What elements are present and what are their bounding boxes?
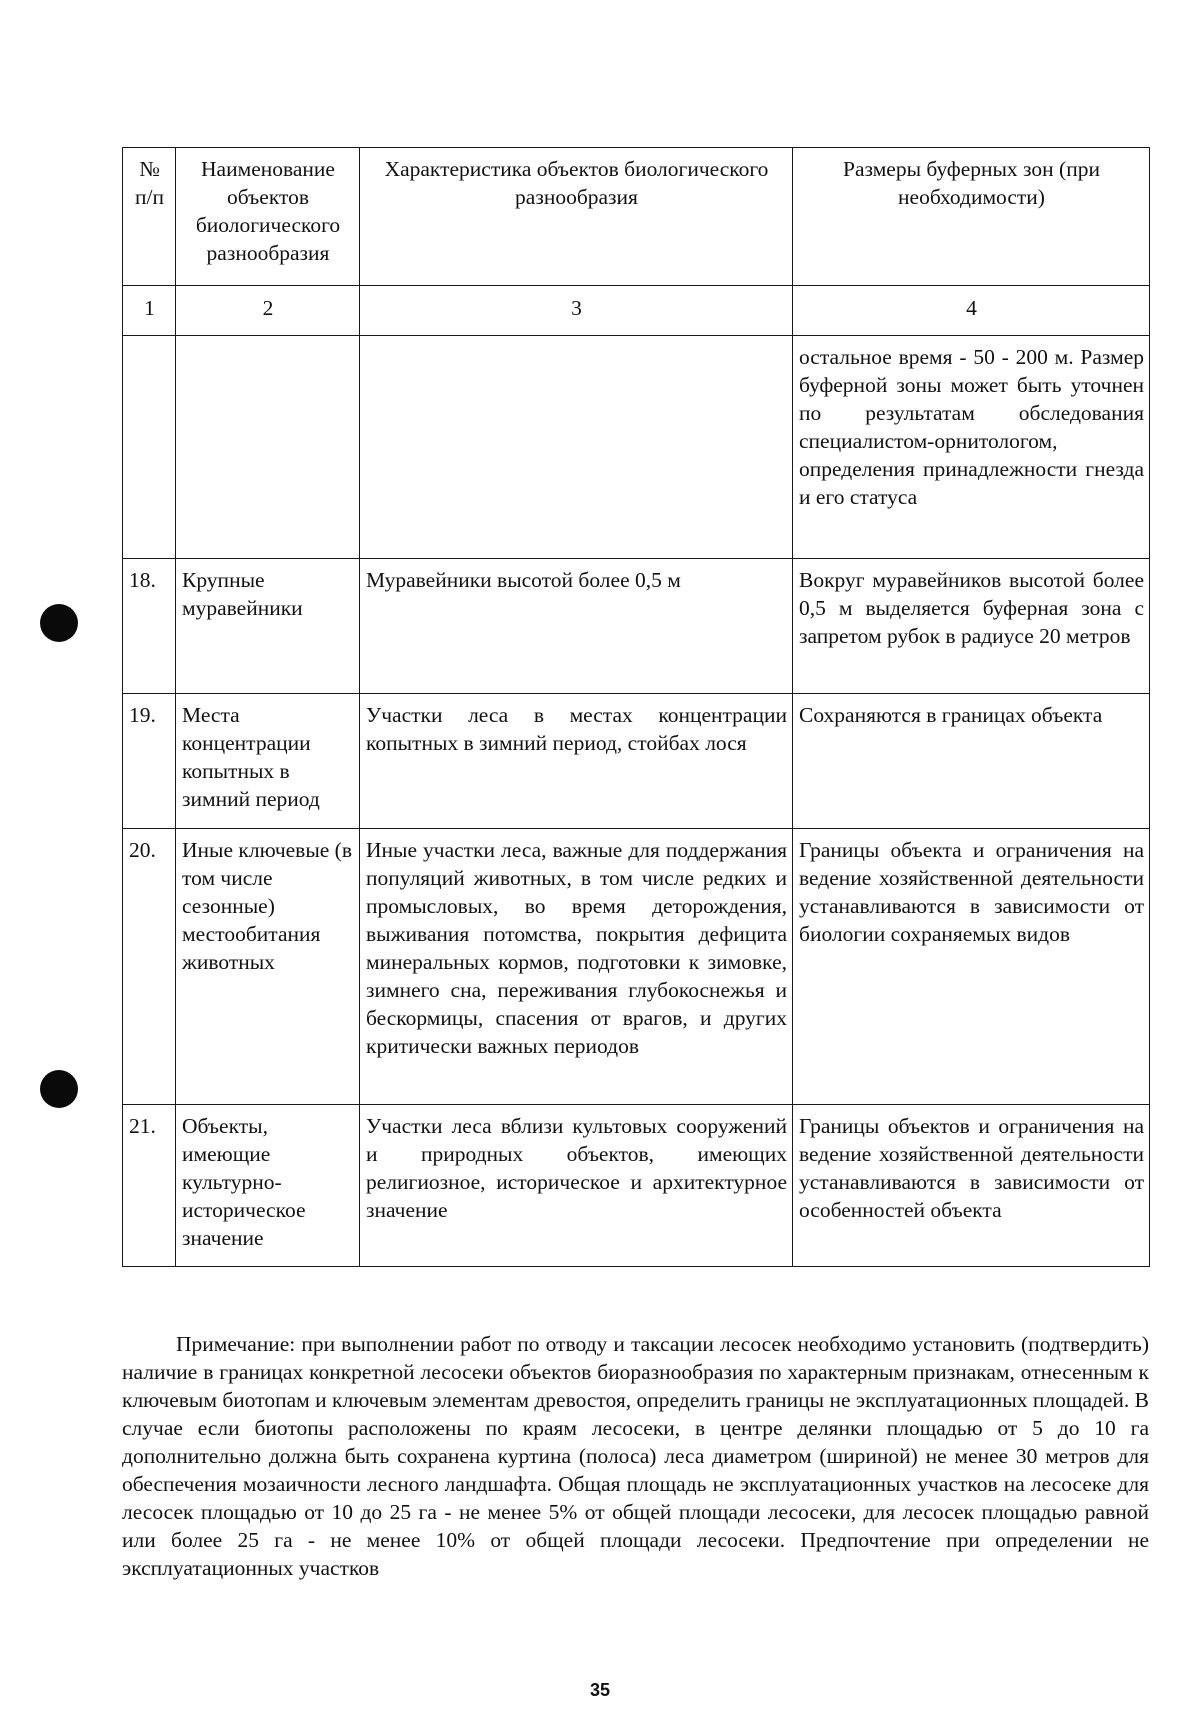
punch-hole-bottom xyxy=(40,1070,78,1108)
row-characteristic: Муравейники высотой более 0,5 м xyxy=(360,559,793,694)
row-name xyxy=(176,336,360,559)
row-characteristic xyxy=(360,336,793,559)
column-number-row xyxy=(123,286,1150,336)
column-number: 2 xyxy=(176,286,360,336)
table-row xyxy=(123,559,1150,694)
row-name: Места концентрации копытных в зимний период xyxy=(176,694,360,829)
page-number: 35 xyxy=(589,1680,611,1700)
row-name: Объекты, имеющие культурно-историческое значение xyxy=(176,1105,360,1267)
header-characteristic: Характеристика объектов биологического разнообразия xyxy=(360,148,793,286)
row-number: 20. xyxy=(123,829,176,1105)
row-buffer: Вокруг муравейников высотой более 0,5 м выделяется буферная зона с запретом рубок в радиусе 20 метров xyxy=(793,559,1150,694)
header-buffer: Размеры буферных зон (при необходимости) xyxy=(793,148,1150,286)
footnote-paragraph: Примечание: при выполнении работ по отводу и таксации лесосек необходимо установить (подтвердить) наличие в границах конкретной лесосеки объектов биоразнообразия по характерным признакам, отнесенным к ключевым биотопам и ключевым элементам древостоя, определить границы не эксплуатационных площадей. В случае если биотопы расположены по краям лесосеки, в центре делянки площадью от 5 до 10 га дополнительно должна быть сохранена куртина (полоса) леса диаметром (шириной) не менее 30 метров для обеспечения мозаичности лесного ландшафта. Общая площадь не эксплуатационных участков на лесосеке для лесосек площадью от 10 до 25 га - не менее 5% от общей площади лесосеки, для лесосек площадью равной или более 25 га - не менее 10% от общей площади лесосеки. Предпочтение при определении не эксплуатационных участков xyxy=(122,1331,1149,1580)
table-row xyxy=(123,694,1150,829)
row-characteristic: Участки леса в местах концентрации копытных в зимний период, стойбах лося xyxy=(360,694,793,829)
table-row xyxy=(123,336,1150,559)
row-number xyxy=(123,336,176,559)
row-buffer: Сохраняются в границах объекта xyxy=(793,694,1150,829)
table-row xyxy=(123,829,1150,1105)
column-number: 3 xyxy=(360,286,793,336)
punch-hole-top xyxy=(40,604,78,642)
column-number: 1 xyxy=(123,286,176,336)
table-header-row xyxy=(123,148,1150,286)
row-name: Иные ключевые (в том числе сезонные) местообитания животных xyxy=(176,829,360,1105)
row-characteristic: Участки леса вблизи культовых сооружений и природных объектов, имеющих религиозное, историческое и архитектурное значение xyxy=(360,1105,793,1267)
column-number: 4 xyxy=(793,286,1150,336)
row-buffer: Границы объекта и ограничения на ведение хозяйственной деятельности устанавливаются в зависимости от биологии сохраняемых видов xyxy=(793,829,1150,1105)
row-number: 19. xyxy=(123,694,176,829)
row-number: 18. xyxy=(123,559,176,694)
header-number: № п/п xyxy=(123,148,176,286)
row-name: Крупные муравейники xyxy=(176,559,360,694)
row-number: 21. xyxy=(123,1105,176,1267)
table-row xyxy=(123,1105,1150,1267)
biodiversity-table xyxy=(122,147,1150,1267)
row-buffer: остальное время - 50 - 200 м. Размер буферной зоны может быть уточнен по результатам обследования специалистом-орнитологом, определения принадлежности гнезда и его статуса xyxy=(793,336,1150,559)
row-characteristic: Иные участки леса, важные для поддержания популяций животных, в том числе редких и промысловых, во время деторождения, выживания потомства, покрытия дефицита минеральных кормов, подготовки к зимовке, зимнего сна, переживания глубокоснежья и бескормицы, спасения от врагов, и других критически важных периодов xyxy=(360,829,793,1105)
header-name: Наименование объектов биологического разнообразия xyxy=(176,148,360,286)
row-buffer: Границы объектов и ограничения на ведение хозяйственной деятельности устанавливаются в зависимости от особенностей объекта xyxy=(793,1105,1150,1267)
